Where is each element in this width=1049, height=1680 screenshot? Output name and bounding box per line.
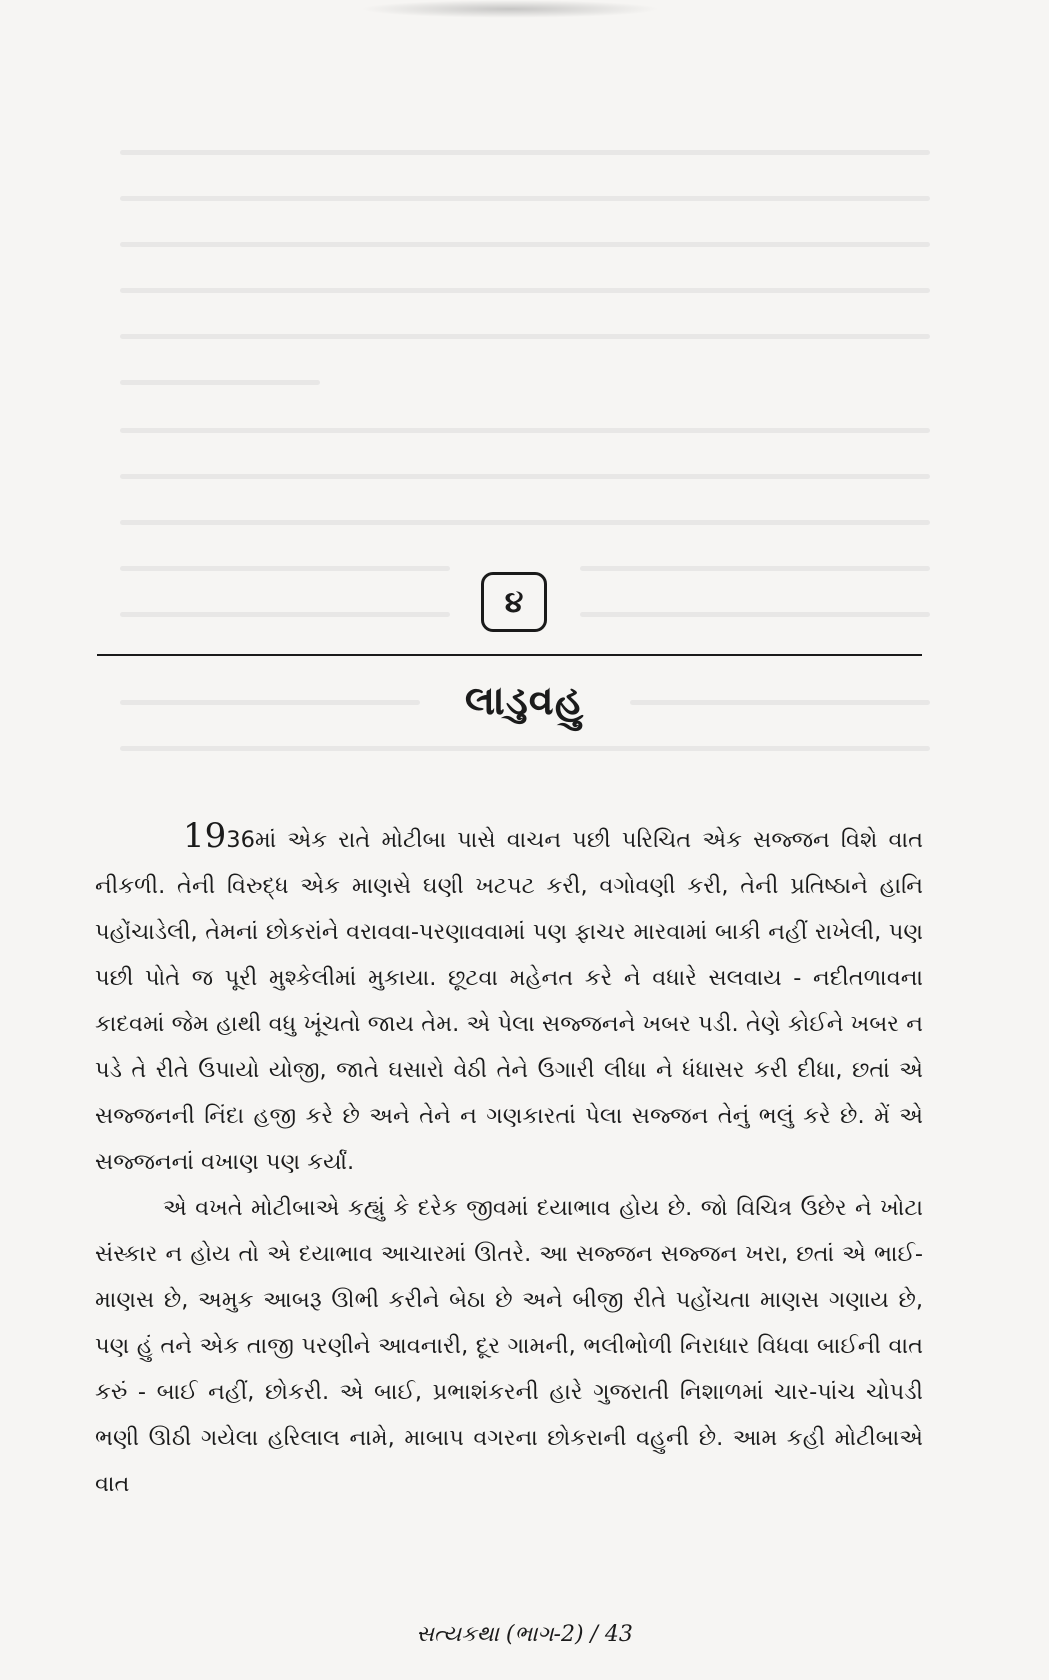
page-footer: સત્યકથા (ભાગ-2) / 43 [416, 1622, 633, 1647]
paragraph-1 [95, 813, 923, 1185]
scan-smudge [360, 0, 660, 18]
drop-number: 19 [183, 816, 227, 856]
chapter-number: ૪ [481, 572, 547, 632]
chapter-title: લાડુવહુ [464, 678, 585, 724]
paragraph-1-text: 36માં એક રાતે મોટીબા પાસે વાચન પછી પરિચિત એક સજ્જન વિશે વાત નીકળી. તેની વિરુદ્ધ એક માણસે ઘણી ખટપટ કરી, વગોવણી કરી, તેની પ્રતિષ્ઠાને હાનિ પહોંચાડેલી, તેમનાં છોકરાંને વરાવવા-પરણાવવામાં પણ ફાચર મારવામાં બાકી નહીં રાખેલી, પણ પછી પોતે જ પૂરી મુશ્કેલીમાં મુકાયા. છૂટવા મહેનત કરે ને વધારે સલવાય - નદીતળાવના કાદવમાં જેમ હાથી વધુ ખૂંચતો જાય તેમ. એ પેલા સજ્જનને ખબર પડી. તેણે કોઈને ખબર ન પડે તે રીતે ઉપાયો યોજી, જાતે ઘસારો વેઠી તેને ઉગારી લીધા ને ધંધાસર કરી દીધા, છતાં એ સજ્જનની નિંદા હજી કરે છે અને તેને ન ગણકારતાં પેલા સજ્જન તેનું ભલું કરે છે. મેં એ સજ્જનનાં વખાણ પણ કર્યાં. [95, 827, 923, 1175]
paragraph-2: એ વખતે મોટીબાએ કહ્યું કે દરેક જીવમાં દયાભાવ હોય છે. જો વિચિત્ર ઉછેર ને ખોટા સંસ્કાર ન હોય તો એ દયાભાવ આચારમાં ઊતરે. આ સજ્જન સજ્જન ખરા, છતાં એ ભાઈ-માણસ છે, અમુક આબરૂ ઊભી કરીને બેઠા છે અને બીજી રીતે પહોંચતા માણસ ગણાય છે, પણ હું તને એક તાજી પરણીને આવનારી, દૂર ગામની, ભલીભોળી નિરાધાર વિધવા બાઈની વાત કરું - બાઈ નહીં, છોકરી. એ બાઈ, પ્રભાશંકરની હારે ગુજરાતી નિશાળમાં ચાર-પાંચ ચોપડી ભણી ઊઠી ગયેલા હરિલાલ નામે, માબાપ વગરના છોકરાની વહુની છે. આમ કહી મોટીબાએ વાત [95, 1195, 923, 1497]
chapter-divider [97, 654, 922, 656]
body-text [95, 813, 923, 1507]
